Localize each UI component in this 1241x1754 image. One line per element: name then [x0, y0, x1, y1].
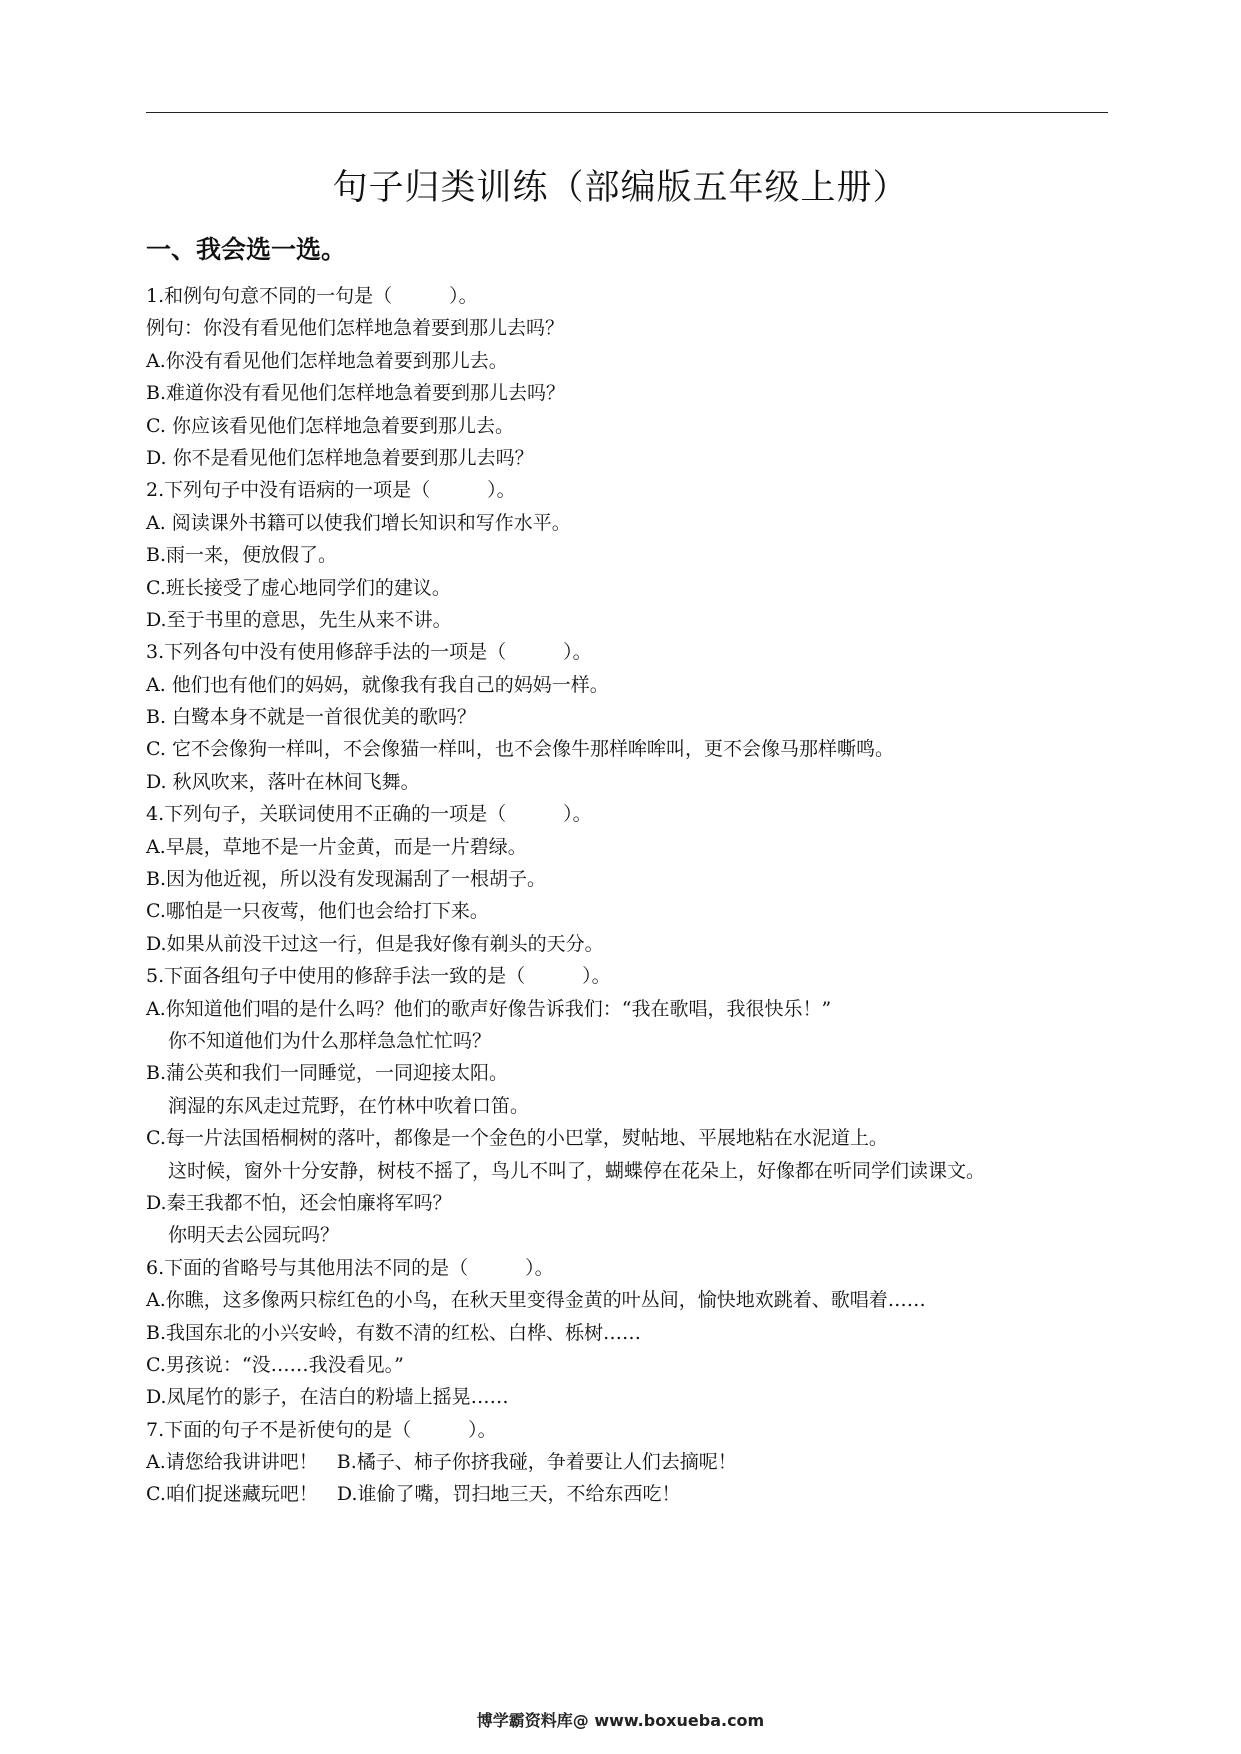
option-c: C.哪怕是一只夜莺，他们也会给打下来。 [146, 900, 489, 923]
option-a-b: A.请您给我讲讲吧！ B.橘子、柿子你挤我碰，争着要让人们去摘呢！ [146, 1451, 737, 1474]
option-b: B.蒲公英和我们一同睡觉，一同迎接太阳。 [146, 1062, 509, 1085]
option-d-continued: 你明天去公园玩吗？ [168, 1224, 340, 1247]
question-6 [146, 1252, 1126, 1414]
question-stem: 5.下面各组句子中使用的修辞手法一致的是（ ）。 [146, 965, 611, 988]
option-a: A. 阅读课外书籍可以使我们增长知识和写作水平。 [146, 511, 571, 534]
question-7 [146, 1414, 1126, 1511]
option-d: D.至于书里的意思，先生从来不讲。 [146, 608, 452, 631]
header-rule [146, 112, 1108, 113]
option-a-continued: 你不知道他们为什么那样急急忙忙吗？ [168, 1029, 492, 1052]
question-stem: 7.下面的句子不是祈使句的是（ ）。 [146, 1418, 497, 1441]
option-c: C.每一片法国梧桐树的落叶，都像是一个金色的小巴掌，熨帖地、平展地粘在水泥道上。 [146, 1127, 888, 1150]
option-b: B. 白鹭本身不就是一首很优美的歌吗？ [146, 706, 477, 729]
footer-watermark: 博学霸资料库@ www.boxueba.com [476, 1711, 765, 1730]
option-c: C.班长接受了虚心地同学们的建议。 [146, 576, 451, 599]
option-d: D.凤尾竹的影子，在洁白的粉墙上摇晃…… [146, 1386, 509, 1409]
option-a: A.你知道他们唱的是什么吗？他们的歌声好像告诉我们：“我在歌唱，我很快乐！” [146, 997, 832, 1020]
option-b: B.因为他近视，所以没有发现漏刮了一根胡子。 [146, 868, 547, 891]
option-a: A. 他们也有他们的妈妈，就像我有我自己的妈妈一样。 [146, 673, 609, 696]
section-heading: 一、我会选一选。 [146, 235, 347, 264]
option-b: B.雨一来，便放假了。 [146, 544, 338, 567]
option-c: C. 你应该看见他们怎样地急着要到那儿去。 [146, 414, 514, 437]
option-a: A.早晨，草地不是一片金黄，而是一片碧绿。 [146, 835, 527, 858]
option-b: B.难道你没有看见他们怎样地急着要到那儿去吗？ [146, 382, 566, 405]
question-2 [146, 474, 1126, 636]
option-d: D.秦王我都不怕，还会怕廉将军吗？ [146, 1191, 452, 1214]
option-b: B.我国东北的小兴安岭，有数不清的红松、白桦、栎树…… [146, 1321, 642, 1344]
question-stem: 3.下列各句中没有使用修辞手法的一项是（ ）。 [146, 641, 592, 664]
option-d: D.如果从前没干过这一行，但是我好像有剃头的天分。 [146, 932, 604, 955]
option-a: A.你瞧，这多像两只棕红色的小鸟，在秋天里变得金黄的叶丛间，愉快地欢跳着、歌唱着…… [146, 1289, 926, 1312]
option-c: C.男孩说：“没……我没看见。” [146, 1353, 404, 1376]
option-a: A.你没有看见他们怎样地急着要到那儿去。 [146, 349, 508, 372]
example-sentence: 例句：你没有看见他们怎样地急着要到那儿去吗？ [146, 317, 565, 340]
option-c-d: C.咱们捉迷藏玩吧！ D.谁偷了嘴，罚扫地三天，不给东西吃！ [146, 1483, 681, 1506]
page-title: 句子归类训练（部编版五年级上册） [332, 168, 909, 208]
question-stem: 1.和例句句意不同的一句是（ ）。 [146, 285, 478, 307]
question-stem: 2.下列句子中没有语病的一项是（ ）。 [146, 479, 516, 502]
question-4 [146, 798, 1126, 960]
option-d: D. 秋风吹来，落叶在林间飞舞。 [146, 770, 420, 793]
question-1 [146, 280, 1126, 474]
question-stem: 6.下面的省略号与其他用法不同的是（ ）。 [146, 1256, 554, 1279]
option-d: D. 你不是看见他们怎样地急着要到那儿去吗？ [146, 446, 534, 469]
option-c-continued: 这时候，窗外十分安静，树枝不摇了，鸟儿不叫了，蝴蝶停在花朵上，好像都在听同学们读课文。 [168, 1159, 986, 1182]
option-c: C. 它不会像狗一样叫，不会像猫一样叫，也不会像牛那样哞哞叫，更不会像马那样嘶鸣。 [146, 738, 894, 761]
question-3 [146, 636, 1126, 798]
question-stem: 4.下列句子，关联词使用不正确的一项是（ ）。 [146, 803, 592, 826]
question-5 [146, 960, 1126, 1252]
option-b-continued: 润湿的东风走过荒野，在竹林中吹着口笛。 [168, 1094, 530, 1117]
question-list [146, 280, 1126, 1511]
